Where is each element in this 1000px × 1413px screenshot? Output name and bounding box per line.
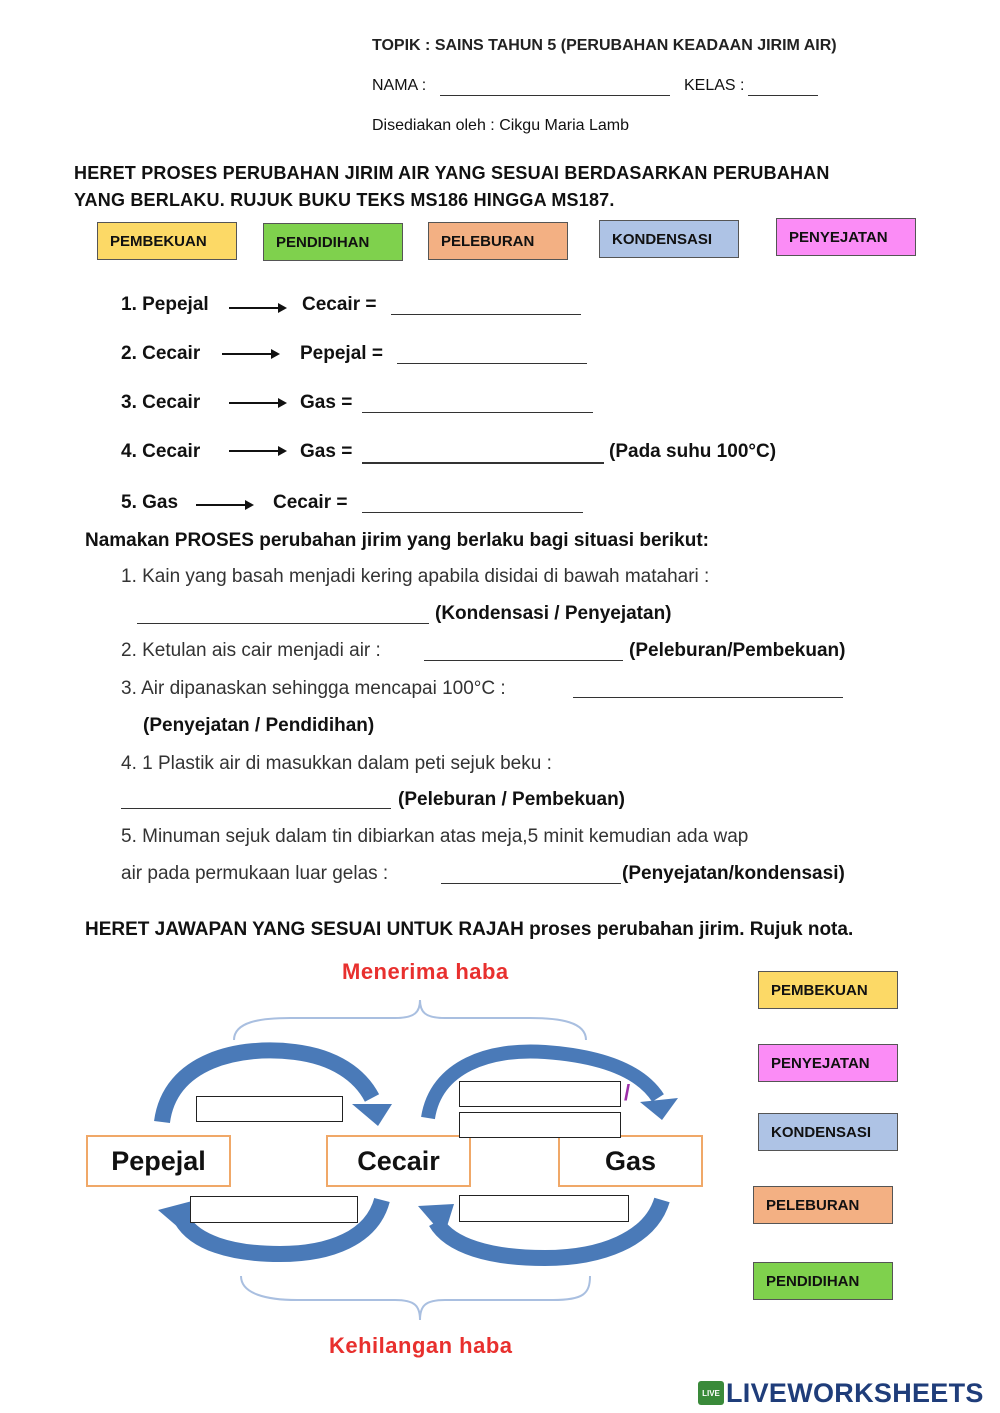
item2-from: 2. Cecair: [121, 343, 201, 364]
diagram-tag-peleburan[interactable]: PELEBURAN: [753, 1186, 893, 1224]
drop-box-evaporation[interactable]: [459, 1081, 621, 1107]
item1-from: 1. Pepejal: [121, 294, 209, 315]
q5-options: (Penyejatan/kondensasi): [622, 863, 845, 884]
label-kehilangan-haba: Kehilangan haba: [329, 1333, 513, 1358]
item4-from: 4. Cecair: [121, 441, 201, 462]
drop-box-condensation[interactable]: [459, 1195, 629, 1222]
q1-text: 1. Kain yang basah menjadi kering apabila disidai di bawah matahari :: [121, 566, 710, 587]
item4-to: Gas =: [300, 441, 353, 462]
section2-heading: Namakan PROSES perubahan jirim yang berlaku bagi situasi berikut:: [85, 530, 710, 551]
state-gas: Gas: [558, 1135, 703, 1187]
tag-pendidihan[interactable]: PENDIDIHAN: [263, 223, 403, 261]
q5-text-line1: 5. Minuman sejuk dalam tin dibiarkan atas meja,5 minit kemudian ada wap: [121, 826, 749, 847]
tag-peleburan[interactable]: PELEBURAN: [428, 222, 568, 260]
liveworksheets-logo-icon: LIVE: [698, 1381, 724, 1405]
top-brace-icon: [234, 1000, 586, 1040]
item5-to: Cecair =: [273, 492, 348, 513]
state-cecair: Cecair: [326, 1135, 471, 1187]
label-menerima-haba: Menerima haba: [342, 959, 509, 984]
drop-box-melting[interactable]: [196, 1096, 343, 1122]
tag-kondensasi[interactable]: KONDENSASI: [599, 220, 739, 258]
bottom-brace-icon: [241, 1276, 590, 1320]
item5-from: 5. Gas: [121, 492, 179, 513]
q2-text: 2. Ketulan ais cair menjadi air :: [121, 640, 381, 661]
nama-label: NAMA :: [372, 77, 427, 94]
item2-to: Pepejal =: [300, 343, 383, 364]
diagram-tag-pembekuan[interactable]: PEMBEKUAN: [758, 971, 898, 1009]
drop-box-freezing[interactable]: [190, 1196, 358, 1223]
drop-box-boiling[interactable]: [459, 1112, 621, 1138]
q5-text-line2: air pada permukaan luar gelas :: [121, 863, 389, 884]
arrowhead-icon: [352, 1104, 392, 1126]
diagram-tag-kondensasi[interactable]: KONDENSASI: [758, 1113, 898, 1151]
q4-options: (Peleburan / Pembekuan): [398, 789, 626, 810]
section3-heading: HERET JAWAPAN YANG SESUAI UNTUK RAJAH proses perubahan jirim. Rujuk nota.: [85, 919, 854, 940]
q2-options: (Peleburan/Pembekuan): [629, 640, 846, 661]
state-pepejal: Pepejal: [86, 1135, 231, 1187]
section1-heading-line2: YANG BERLAKU. RUJUK BUKU TEKS MS186 HINGGA MS187.: [74, 190, 615, 210]
diagram-tag-penyejatan[interactable]: PENYEJATAN: [758, 1044, 898, 1082]
item3-to: Gas =: [300, 392, 353, 413]
item3-from: 3. Cecair: [121, 392, 201, 413]
topic-title: TOPIK : SAINS TAHUN 5 (PERUBAHAN KEADAAN JIRIM AIR): [372, 37, 837, 54]
q1-options: (Kondensasi / Penyejatan): [435, 603, 672, 624]
tag-penyejatan[interactable]: PENYEJATAN: [776, 218, 916, 256]
q3-options: (Penyejatan / Pendidihan): [143, 715, 375, 736]
slash-separator: /: [624, 1080, 631, 1105]
arrowhead-icon: [640, 1098, 678, 1120]
diagram-tag-pendidihan[interactable]: PENDIDIHAN: [753, 1262, 893, 1300]
item1-to: Cecair =: [302, 294, 377, 315]
prepared-by: Disediakan oleh : Cikgu Maria Lamb: [372, 117, 630, 134]
section1-heading-line1: HERET PROSES PERUBAHAN JIRIM AIR YANG SESUAI BERDASARKAN PERUBAHAN: [74, 163, 830, 183]
kelas-label: KELAS :: [684, 77, 745, 94]
tag-pembekuan[interactable]: PEMBEKUAN: [97, 222, 237, 260]
item4-note: (Pada suhu 100°C): [609, 441, 777, 462]
q4-text: 4. 1 Plastik air di masukkan dalam peti sejuk beku :: [121, 753, 552, 774]
q3-text: 3. Air dipanaskan sehingga mencapai 100°C :: [121, 678, 506, 699]
liveworksheets-brand: LIVEWORKSHEETS: [726, 1378, 984, 1408]
